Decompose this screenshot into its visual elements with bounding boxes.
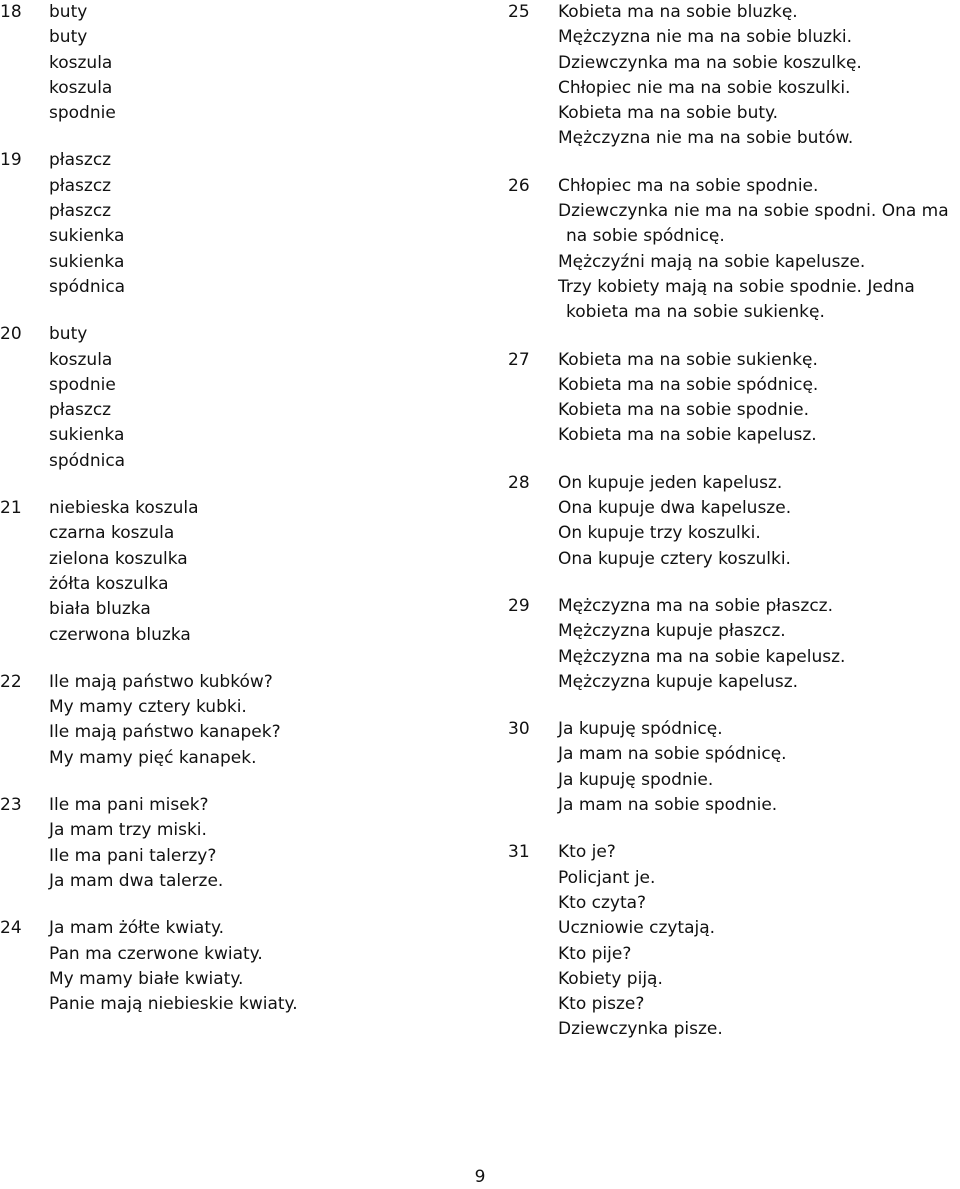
exercise-line: koszula bbox=[49, 52, 113, 73]
exercise-line: spodnie bbox=[49, 103, 116, 124]
exercise-line: Kobieta ma na sobie buty. bbox=[558, 103, 779, 124]
exercise-entry-21 bbox=[0, 496, 470, 648]
exercise-line: Mężczyźni mają na sobie kapelusze. bbox=[558, 251, 866, 272]
exercise-entry-26 bbox=[508, 174, 960, 326]
exercise-line: Dziewczynka ma na sobie koszulkę. bbox=[558, 52, 862, 73]
exercise-number: 20 bbox=[0, 324, 22, 345]
exercise-line: Kobieta ma na sobie kapelusz. bbox=[558, 425, 817, 446]
exercise-line: Kto pisze? bbox=[558, 994, 645, 1015]
exercise-line: sukienka bbox=[49, 251, 125, 272]
exercise-number: 23 bbox=[0, 795, 22, 816]
exercise-number: 21 bbox=[0, 498, 22, 519]
exercise-line: Kto czyta? bbox=[558, 892, 647, 913]
exercise-line: Panie mają niebieskie kwiaty. bbox=[49, 994, 298, 1015]
exercise-line: spodnie bbox=[49, 374, 116, 395]
exercise-line: Chłopiec nie ma na sobie koszulki. bbox=[558, 77, 851, 98]
exercise-line: sukienka bbox=[49, 425, 125, 446]
exercise-line: sukienka bbox=[49, 226, 125, 247]
exercise-line: spódnica bbox=[49, 276, 126, 297]
exercise-line: Ile ma pani talerzy? bbox=[49, 845, 217, 866]
exercise-line: buty bbox=[49, 324, 88, 345]
exercise-line: Ja kupuję spodnie. bbox=[558, 769, 714, 790]
exercise-entry-23 bbox=[0, 793, 470, 894]
exercise-lines bbox=[558, 0, 960, 152]
exercise-line: Trzy kobiety mają na sobie spodnie. Jedna bbox=[558, 276, 915, 297]
exercise-line: Kobiety piją. bbox=[558, 968, 663, 989]
exercise-line: Ona kupuje cztery koszulki. bbox=[558, 548, 791, 569]
exercise-number: 26 bbox=[508, 175, 530, 196]
exercise-line: Ja mam trzy miski. bbox=[49, 820, 207, 841]
exercise-lines bbox=[49, 670, 470, 771]
exercise-line: Policjant je. bbox=[558, 867, 656, 888]
exercise-line: On kupuje jeden kapelusz. bbox=[558, 472, 783, 493]
exercise-entry-19 bbox=[0, 148, 470, 300]
exercise-line: koszula bbox=[49, 77, 113, 98]
exercise-line: Mężczyzna ma na sobie płaszcz. bbox=[558, 595, 834, 616]
exercise-number: 27 bbox=[508, 349, 530, 370]
exercise-lines bbox=[558, 717, 960, 818]
exercise-line: buty bbox=[49, 2, 88, 22]
exercise-line: płaszcz bbox=[49, 400, 112, 421]
exercise-lines bbox=[49, 916, 470, 1017]
exercise-number: 18 bbox=[0, 2, 22, 22]
exercise-entry-31 bbox=[508, 840, 960, 1042]
exercise-line: Ona kupuje dwa kapelusze. bbox=[558, 498, 792, 519]
exercise-number: 29 bbox=[508, 595, 530, 616]
exercise-number: 28 bbox=[508, 472, 530, 493]
exercise-entry-25 bbox=[508, 0, 960, 152]
exercise-line: My mamy pięć kanapek. bbox=[49, 747, 257, 768]
exercise-number: 25 bbox=[508, 2, 530, 22]
exercise-number: 31 bbox=[508, 842, 530, 863]
exercise-lines bbox=[49, 0, 470, 126]
exercise-lines bbox=[558, 348, 960, 449]
exercise-line: Kto pije? bbox=[558, 943, 632, 964]
exercise-line: Ja mam dwa talerze. bbox=[49, 870, 224, 891]
exercise-line: buty bbox=[49, 27, 88, 48]
exercise-lines bbox=[49, 496, 470, 648]
exercise-line: Kobieta ma na sobie bluzkę. bbox=[558, 2, 798, 22]
exercise-line: Ile mają państwo kanapek? bbox=[49, 722, 281, 743]
exercise-entry-24 bbox=[0, 916, 470, 1017]
exercise-lines bbox=[49, 148, 470, 300]
exercise-entry-18 bbox=[0, 0, 470, 126]
exercise-number: 24 bbox=[0, 918, 22, 939]
exercise-line: biała bluzka bbox=[49, 599, 151, 620]
exercise-line: Mężczyzna nie ma na sobie butów. bbox=[558, 128, 854, 149]
exercise-lines bbox=[558, 840, 960, 1042]
exercise-lines bbox=[49, 793, 470, 894]
exercise-line: Ja mam żółte kwiaty. bbox=[49, 918, 225, 939]
exercise-line: Uczniowie czytają. bbox=[558, 918, 716, 939]
exercise-line: czerwona bluzka bbox=[49, 624, 191, 645]
exercise-lines bbox=[49, 322, 470, 474]
exercise-entry-22 bbox=[0, 670, 470, 771]
exercise-line: płaszcz bbox=[49, 175, 112, 196]
exercise-line: płaszcz bbox=[49, 150, 112, 171]
exercise-line: Ja mam na sobie spódnicę. bbox=[558, 744, 787, 765]
left-column bbox=[0, 0, 470, 1017]
exercise-line: płaszcz bbox=[49, 201, 112, 222]
exercise-entry-20 bbox=[0, 322, 470, 474]
exercise-line: Ja mam na sobie spodnie. bbox=[558, 795, 778, 816]
exercise-line: Ile ma pani misek? bbox=[49, 795, 209, 816]
exercise-number: 30 bbox=[508, 719, 530, 740]
exercise-entry-27 bbox=[508, 348, 960, 449]
exercise-line: Dziewczynka pisze. bbox=[558, 1019, 723, 1040]
exercise-entry-30 bbox=[508, 717, 960, 818]
exercise-line: zielona koszulka bbox=[49, 548, 188, 569]
exercise-entry-29 bbox=[508, 594, 960, 695]
exercise-line: My mamy cztery kubki. bbox=[49, 697, 247, 718]
exercise-line: Dziewczynka nie ma na sobie spodni. Ona ma bbox=[558, 201, 949, 222]
exercise-line: Mężczyzna nie ma na sobie bluzki. bbox=[558, 27, 853, 48]
exercise-line: Kobieta ma na sobie spodnie. bbox=[558, 400, 809, 421]
exercise-line: żółta koszulka bbox=[49, 573, 169, 594]
right-column bbox=[508, 0, 960, 1043]
exercise-line: koszula bbox=[49, 349, 113, 370]
exercise-line: czarna koszula bbox=[49, 523, 175, 544]
exercise-line: Ja kupuję spódnicę. bbox=[558, 719, 723, 740]
exercise-line: On kupuje trzy koszulki. bbox=[558, 523, 761, 544]
exercise-line: Mężczyzna kupuje kapelusz. bbox=[558, 671, 799, 692]
exercise-lines bbox=[558, 471, 960, 572]
exercise-line: Pan ma czerwone kwiaty. bbox=[49, 943, 263, 964]
exercise-line: Ile mają państwo kubków? bbox=[49, 671, 273, 692]
exercise-line: Kobieta ma na sobie spódnicę. bbox=[558, 374, 819, 395]
exercise-line: spódnica bbox=[49, 450, 126, 471]
exercise-line: kobieta ma na sobie sukienkę. bbox=[566, 302, 825, 323]
exercise-line: Kto je? bbox=[558, 842, 616, 863]
exercise-line: Chłopiec ma na sobie spodnie. bbox=[558, 175, 819, 196]
exercise-line: Mężczyzna ma na sobie kapelusz. bbox=[558, 646, 846, 667]
exercise-number: 22 bbox=[0, 671, 22, 692]
exercise-lines bbox=[558, 594, 960, 695]
exercise-line: niebieska koszula bbox=[49, 498, 199, 519]
exercise-line: na sobie spódnicę. bbox=[566, 226, 725, 247]
exercise-number: 19 bbox=[0, 150, 22, 171]
exercise-line: My mamy białe kwiaty. bbox=[49, 968, 244, 989]
exercise-entry-28 bbox=[508, 471, 960, 572]
exercise-lines bbox=[558, 174, 960, 326]
page-number: 9 bbox=[474, 1167, 486, 1187]
exercise-line: Kobieta ma na sobie sukienkę. bbox=[558, 349, 818, 370]
exercise-line: Mężczyzna kupuje płaszcz. bbox=[558, 621, 786, 642]
